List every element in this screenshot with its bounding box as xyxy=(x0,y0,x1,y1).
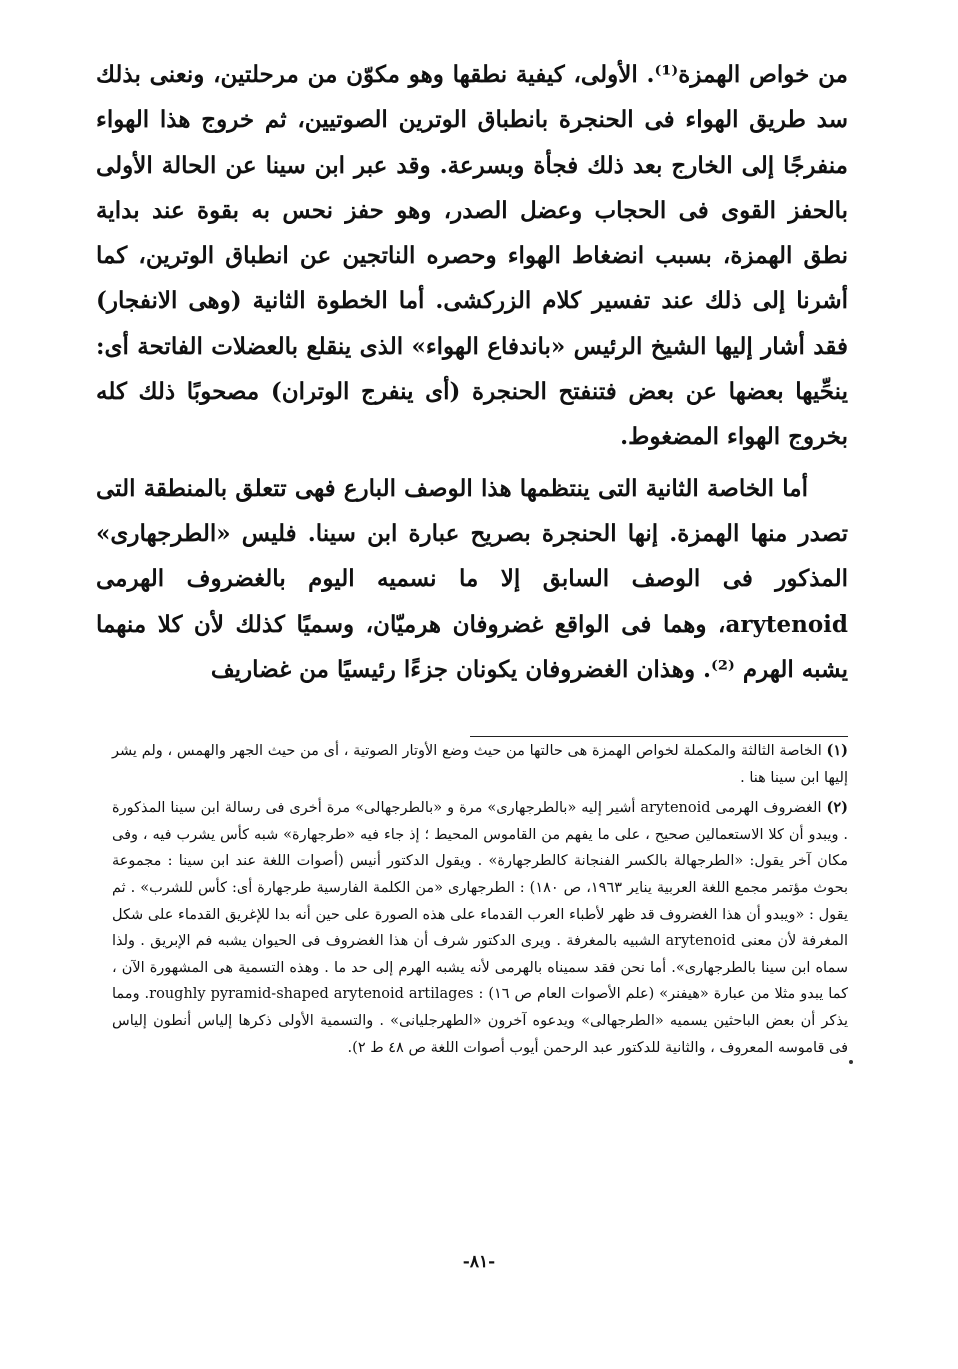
main-text xyxy=(96,52,848,692)
page-number: -٨١- xyxy=(462,1252,496,1272)
margin-mark xyxy=(849,1060,853,1064)
footnote-text: الخاصة الثالثة والمكملة لخواص الهمزة هى حالتها من حيث وضع الأوتار الصوتية ، أى من حيث الجهر والهمس ، ولم يشر إليها ابن سينا هنا . xyxy=(112,743,848,786)
body-paragraph-2: أما الخاصة الثانية التى ينتظمها هذا الوصف البارع فهى تتعلق بالمنطقة التى تصدر منها الهمزة. إنها الحنجرة بصريح عبارة ابن سينا. فليس «الطرجهارى» المذكور فى الوصف السابق إلا ما نسميه اليوم بالغضروف الهرمى arytenoid، وهما فى الواقع غضروفان هرميّان، وسميًا كذلك لأن كلا منهما يشبه الهرم ⁽²⁾. وهذان الغضروفان يكونان جزءًا رئيسيًا من غضاريف xyxy=(96,474,848,683)
footnote-number: (١) xyxy=(826,742,849,759)
footnote-number: (٢) xyxy=(826,799,849,817)
footnote-1 xyxy=(112,738,848,791)
footnote-text: الغضروف الهرمى arytenoid أشير إليه «بالطرجهارى» مرة و «بالطرجهالى» مرة أخرى فى رسالة ابن سينا المذكورة . ويبدو أن كلا الاستعمالين صحيح ، على ما يفهم من القاموس المحيط ؛ إذ جاء فيه «طرجهارة» شبه كأس يشرب فيه ، وفى مكان آخر يقول: «الطرجهالة بالكسر الفنجانة كالطرجهارة» . ويقول الدكتور أنيس (أصوات اللغة عند ابن سينا : مجموعة بحوث مؤتمر مجمع اللغة العربية يناير ١٩٦٣، ص ١٨٠) : الطرجهارى «من الكلمة الفارسية طرجهارة أى: كأس للشرب» . ثم يقول : «ويبدو أن هذا الغضروف قد ظهر لأطباء العرب القدماء على هذه الصورة على حين أنه بدا للإغريق القدماء على شكل المغرفة لأن معنى arytenoid الشبيه بالمغرفة . ويرى الدكتور شرف أن هذا الغضروف فى الحيوان يشبه فم الإبريق . ولذا سماه ابن سينا بالطرجهارى». أما نحن فقد سميناه بالهرمى لأنه يشبه الهرم إلى حد ما . وهذه التسمية هى المشهورة الآن ، كما يبدو مثلا من عبارة «هيفنر» (علم الأصوات العام ص ١٦) : roughly pyramid-shaped arytenoid artilages. ومما يذكر أن بعض الباحثين يسميه «الطرجهالى» ويدعوه آخرون «الطهرجليانى» . والتسمية الأولى ذكرها إلياس أنطون إلياس فى قاموسه المعروف ، والثانية للدكتور عبد الرحمن أيوب أصوات اللغة ص ٤٨ ط ٢). xyxy=(112,800,849,1056)
footnotes xyxy=(112,738,848,1061)
footnote-separator xyxy=(470,736,848,737)
body-paragraph-1: من خواص الهمزة⁽¹⁾. الأولى، كيفية نطقها وهو مكوّن من مرحلتين، ونعنى بذلك سد طريق الهواء فى الحنجرة بانطباق الوترين الصوتيين، ثم خروج هذا الهواء منفرجًا إلى الخارج بعد ذلك فجأة وبسرعة. وقد عبر ابن سينا عن الحالة الأولى بالحفز القوى فى الحجاب وعضل الصدر، وهو حفز نحس به بقوة عند بداية نطق الهمزة، بسبب انضغاط الهواء وحصره الناتجين عن انطباق الوترين، كما أشرنا إلى ذلك عند تفسير كلام الزركشى. أما الخطوة الثانية (وهى الانفجار) فقد أشار إليها الشيخ الرئيس «باندفاع الهواء» الذى ينقلع بالعضلات الفاتحة أى: ينحِّيها بعضها عن بعض فتنفتح الحنجرة (أى ينفرج الوتران) مصحوبًا ذلك كله بخروج الهواء المضغوط. xyxy=(96,61,848,451)
footnote-2 xyxy=(112,795,848,1061)
